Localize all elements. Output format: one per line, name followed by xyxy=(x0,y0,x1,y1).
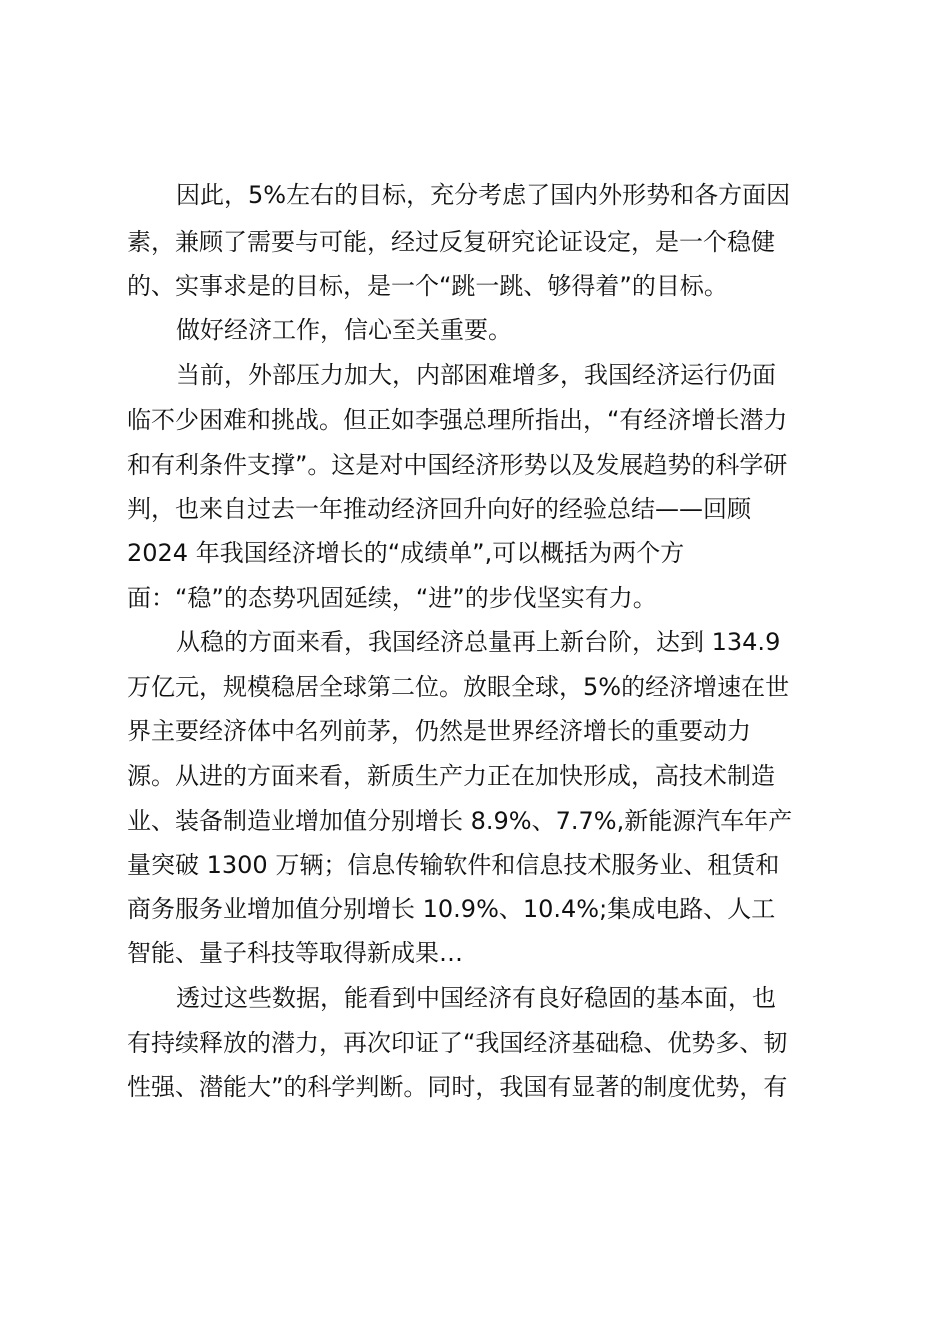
text-line-6: 临不少困难和挑战。但正如李强总理所指出，“有经济增长潜力 xyxy=(127,406,788,434)
text-line-11: 从稳的方面来看，我国经济总量再上新台阶，达到 134.9 xyxy=(176,628,781,656)
text-line-20: 有持续释放的潜力，再次印证了“我国经济基础稳、优势多、韧 xyxy=(127,1029,788,1057)
text-line-7: 和有利条件支撑”。这是对中国经济形势以及发展趋势的科学研 xyxy=(127,451,788,479)
text-line-13: 界主要经济体中名列前茅，仍然是世界经济增长的重要动力 xyxy=(127,717,751,745)
text-line-4: 做好经济工作，信心至关重要。 xyxy=(176,316,512,344)
text-line-14: 源。从进的方面来看，新质生产力正在加快形成，高技术制造 xyxy=(127,762,775,790)
text-line-18: 智能、量子科技等取得新成果… xyxy=(127,939,463,967)
text-line-8: 判，也来自过去一年推动经济回升向好的经验总结——回顾 xyxy=(127,495,751,523)
text-line-9: 2024 年我国经济增长的“成绩单”,可以概括为两个方 xyxy=(127,539,685,567)
text-line-1: 因此，5%左右的目标，充分考虑了国内外形势和各方面因 xyxy=(176,181,791,209)
text-line-17: 商务服务业增加值分别增长 10.9%、10.4%;集成电路、人工 xyxy=(127,895,776,923)
text-line-12: 万亿元，规模稳居全球第二位。放眼全球，5%的经济增速在世 xyxy=(127,673,790,701)
text-line-19: 透过这些数据，能看到中国经济有良好稳固的基本面，也 xyxy=(176,984,776,1012)
text-line-16: 量突破 1300 万辆；信息传输软件和信息技术服务业、租赁和 xyxy=(127,851,780,879)
text-line-15: 业、装备制造业增加值分别增长 8.9%、7.7%,新能源汽车年产 xyxy=(127,807,793,835)
text-line-2: 素，兼顾了需要与可能，经过反复研究论证设定，是一个稳健 xyxy=(127,228,775,256)
text-line-3: 的、实事求是的目标，是一个“跳一跳、够得着”的目标。 xyxy=(127,272,728,300)
text-line-10: 面：“稳”的态势巩固延续，“进”的步伐坚实有力。 xyxy=(127,584,657,612)
text-line-21: 性强、潜能大”的科学判断。同时，我国有显著的制度优势，有 xyxy=(127,1073,788,1101)
text-line-5: 当前，外部压力加大，内部困难增多，我国经济运行仍面 xyxy=(176,361,776,389)
